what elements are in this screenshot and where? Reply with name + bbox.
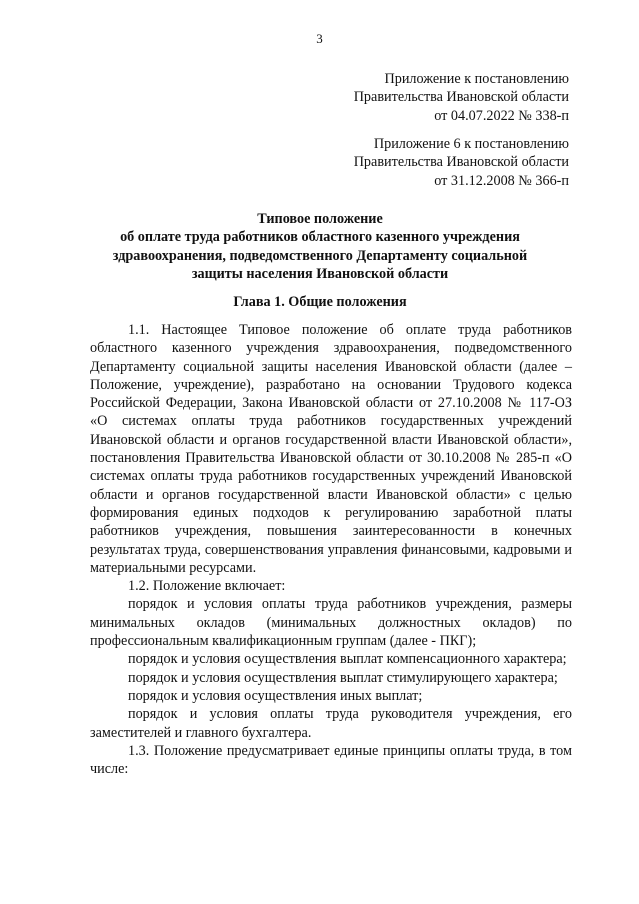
approval-line: Правительства Ивановской области: [353, 89, 569, 106]
paragraph-item: порядок и условия оплаты труда работников учреждения, размеры минимальных окладов (минимальных должностных окладов) по профессиональным квалификационным группам (далее - ПКГ);: [90, 596, 572, 650]
paragraph-1-1: 1.1. Настоящее Типовое положение об оплате труда работников областного казенного учреждения здравоохранения, подведомственного Департаменту социальной защиты населения Ивановской области (далее – Положение, учреждение), разработано на основании Трудового кодекса Российской Федерации, Закона Ивановской области от 27.10.2008 № 117-ОЗ «О системах оплаты труда работников государственных учреждений Ивановской области и органов государственной власти Ивановской области», постановления Правительства Ивановской области от 30.10.2008 № 285-п «О системах оплаты труда работников государственных учреждений Ивановской области и органов государственной власти Ивановской области» с целью формирования единых подходов к регулированию заработной платы работников учреждения, повышения заинтересованности в конечных результатах труда, совершенствования управления финансовыми, кадровыми и материальными ресурсами.: [90, 322, 572, 576]
page-number: 3: [316, 31, 323, 46]
document-title: [100, 210, 540, 283]
paragraph-1-3: 1.3. Положение предусматривает единые принципы оплаты труда, в том числе:: [90, 742, 572, 778]
approval-line: от 31.12.2008 № 366-п: [434, 172, 569, 189]
paragraph-item: порядок и условия оплаты труда руководителя учреждения, его заместителей и главного бухгалтера.: [90, 706, 572, 741]
title-line: защиты населения Ивановской области: [191, 265, 449, 282]
title-line: Типовое положение: [257, 211, 383, 227]
approval-line: Приложение 6 к постановлению: [373, 136, 569, 152]
approval-line: Приложение к постановлению: [384, 71, 569, 87]
paragraph-item: порядок и условия осуществления иных выплат;: [128, 687, 423, 704]
chapter-heading: Глава 1. Общие положения: [233, 294, 407, 310]
approval-block-original: [354, 135, 569, 190]
paragraph-1-2: 1.2. Положение включает:: [128, 578, 286, 595]
paragraph-item: порядок и условия осуществления выплат компенсационного характера;: [128, 651, 567, 668]
paragraph-item: порядок и условия осуществления выплат стимулирующего характера;: [128, 669, 558, 686]
approval-line: от 04.07.2022 № 338-п: [434, 107, 569, 124]
approval-block-current: [354, 70, 569, 125]
document-body: [90, 321, 572, 778]
title-line: здравоохранения, подведомственного Департаменту социальной: [112, 247, 528, 264]
approval-line: Правительства Ивановской области: [353, 154, 569, 171]
title-line: об оплате труда работников областного казенного учреждения: [120, 229, 520, 246]
